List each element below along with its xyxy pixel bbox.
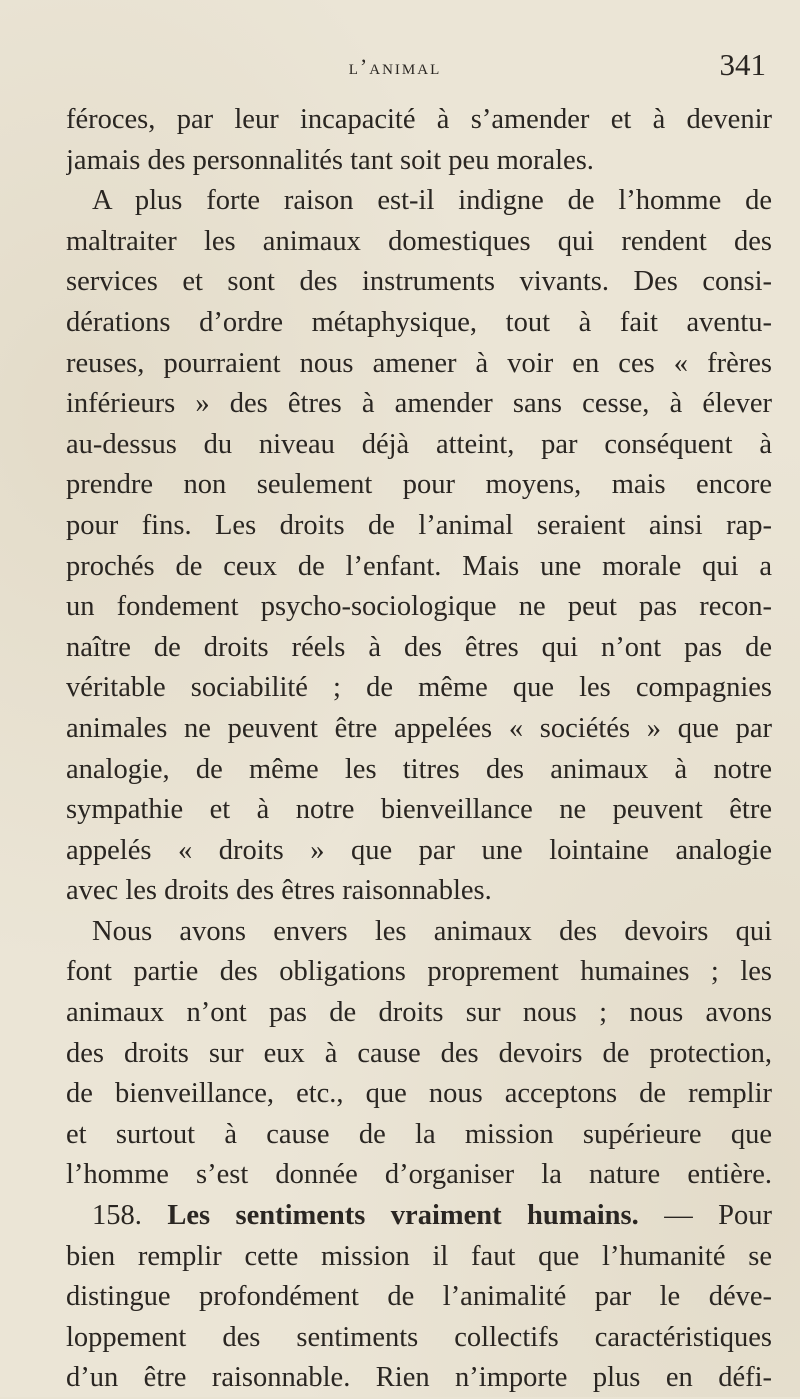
text-line: services et sont des instruments vivants. Des consi- bbox=[66, 266, 772, 298]
section-heading: Les sentiments vraiment humains. bbox=[167, 1200, 639, 1232]
text-line: d’un être raisonnable. Rien n’importe plus en défi- bbox=[66, 1362, 772, 1394]
text-line: véritable sociabilité ; de même que les compagnies bbox=[66, 672, 772, 704]
text-line: A plus forte raison est-il indigne de l’homme de bbox=[92, 185, 772, 217]
text-line: jamais des personnalités tant soit peu morales. bbox=[66, 144, 594, 176]
text-line: pour fins. Les droits de l’animal seraient ainsi rap- bbox=[66, 509, 772, 541]
running-title: l’animal bbox=[348, 54, 442, 79]
text-line: prochés de ceux de l’enfant. Mais une morale qui a bbox=[66, 550, 772, 582]
page-number: 341 bbox=[719, 47, 766, 82]
text-line: animaux n’ont pas de droits sur nous ; nous avons bbox=[66, 997, 772, 1029]
text-line: et surtout à cause de la mission supérieure que bbox=[66, 1118, 772, 1150]
text-line: animales ne peuvent être appelées « sociétés » que par bbox=[66, 712, 772, 744]
text-line: sympathie et à notre bienveillance ne peuvent être bbox=[66, 794, 772, 826]
text-line: analogie, de même les titres des animaux à notre bbox=[66, 753, 772, 785]
text-line: bien remplir cette mission il faut que l’humanité se bbox=[66, 1240, 772, 1272]
text-line: un fondement psycho-sociologique ne peut pas recon- bbox=[66, 591, 772, 623]
section-number: 158. bbox=[92, 1200, 142, 1232]
text-line: reuses, pourraient nous amener à voir en ces « frères bbox=[66, 347, 772, 379]
text-line: des droits sur eux à cause des devoirs de protection, bbox=[66, 1037, 772, 1069]
text-line: font partie des obligations proprement humaines ; les bbox=[66, 956, 772, 988]
running-head bbox=[0, 46, 800, 86]
text-line: l’homme s’est donnée d’organiser la nature entière. bbox=[66, 1159, 772, 1191]
text-line: de bienveillance, etc., que nous acceptons de remplir bbox=[66, 1078, 772, 1110]
section-heading-line bbox=[66, 1196, 772, 1237]
text-line: dérations d’ordre métaphysique, tout à fait aventu- bbox=[66, 306, 772, 338]
text-line: au-dessus du niveau déjà atteint, par conséquent à bbox=[66, 428, 772, 460]
text-line: Nous avons envers les animaux des devoirs qui bbox=[92, 915, 772, 947]
text-line: appelés « droits » que par une lointaine analogie bbox=[66, 834, 772, 866]
text-line: féroces, par leur incapacité à s’amender et à devenir bbox=[66, 104, 772, 135]
text-line: loppement des sentiments collectifs caractéristiques bbox=[66, 1321, 772, 1353]
body-text bbox=[66, 100, 772, 1399]
text-line: prendre non seulement pour moyens, mais encore bbox=[66, 469, 772, 501]
text-line: distingue profondément de l’animalité par le déve- bbox=[66, 1281, 772, 1313]
section-heading-continuation: — Pour bbox=[664, 1200, 772, 1232]
text-line: avec les droits des êtres raisonnables. bbox=[66, 875, 492, 907]
text-line: maltraiter les animaux domestiques qui rendent des bbox=[66, 225, 772, 257]
text-line: inférieurs » des êtres à amender sans cesse, à élever bbox=[66, 388, 772, 420]
text-line: naître de droits réels à des êtres qui n’ont pas de bbox=[66, 631, 772, 663]
